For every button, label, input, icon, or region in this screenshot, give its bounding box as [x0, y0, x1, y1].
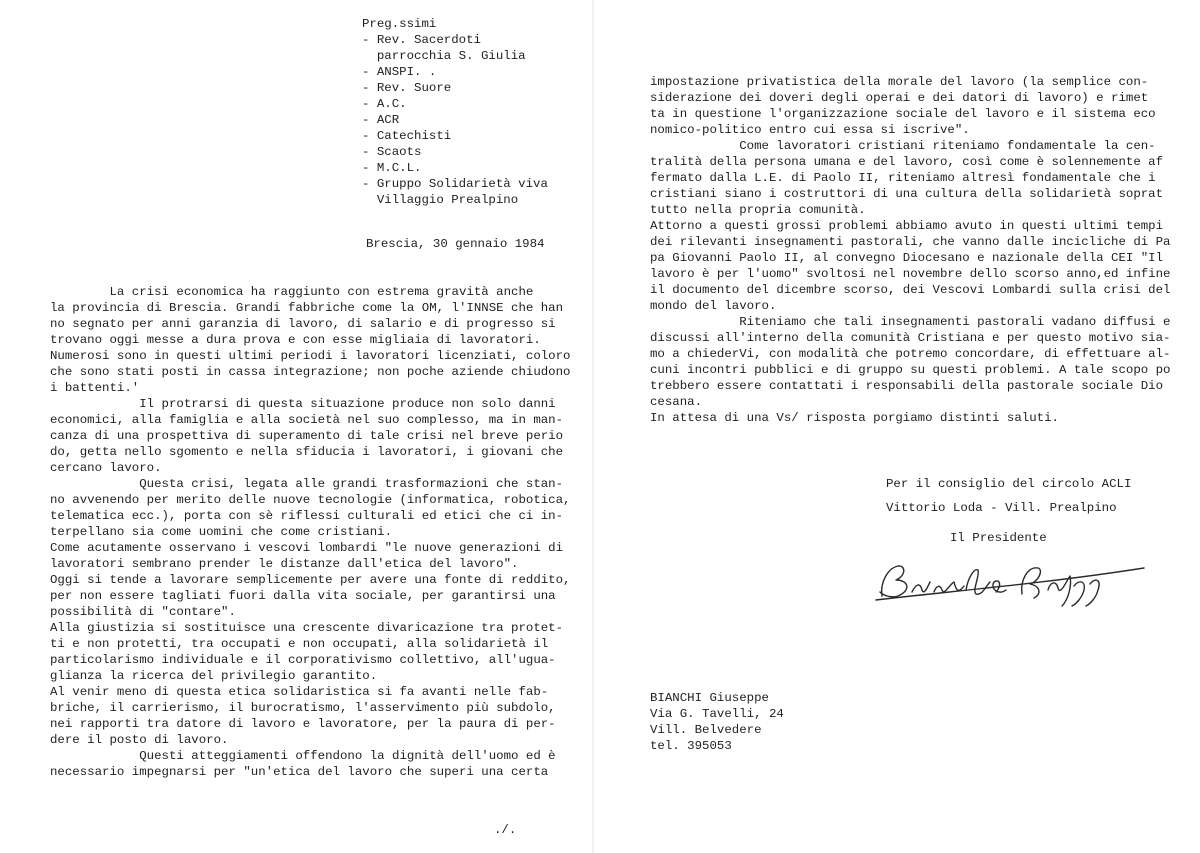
page-fold	[592, 0, 594, 853]
right-body-line: Come lavoratori cristiani riteniamo fondamentale la cen-	[650, 139, 1156, 153]
right-body-line: mondo del lavoro.	[650, 299, 777, 313]
recipient-line: - A.C.	[362, 97, 407, 111]
right-body-line: siderazione dei doveri degli operai e dei datori di lavoro) e rimet	[650, 91, 1149, 105]
left-body-line: economici, alla famiglia e alla società nel suo complesso, ma in man-	[50, 413, 564, 427]
left-body-line: nei rapporti tra datore di lavoro e lavoratore, per la paura di per-	[50, 717, 556, 731]
left-body-line: Oggi si tende a lavorare semplicemente per avere una fonte di reddito,	[50, 573, 571, 587]
closing-role: Il Presidente	[950, 531, 1047, 545]
left-body-line: cercano lavoro.	[50, 461, 162, 475]
right-body-line: trebbero essere contattati i responsabili della pastorale sociale Dio	[650, 379, 1164, 393]
recipient-line: - ACR	[362, 113, 400, 127]
right-body-line: lavoro è per l'uomo" svoltosi nel novembre dello scorso anno,ed infine	[650, 267, 1171, 281]
left-body-line: ti e non protetti, tra occupati e non occupati, alla solidarietà il	[50, 637, 549, 651]
recipient-line: - Rev. Sacerdoti	[362, 33, 481, 47]
left-body-line: glianza la ricerca del privilegio garantito.	[50, 669, 378, 683]
left-body-line: trovano oggi messe a dura prova e con esse migliaia di lavoratori.	[50, 333, 541, 347]
right-body-line: mo a chiederVi, con modalità che potremo concordare, di effettuare al-	[650, 347, 1171, 361]
left-body-line: per non essere tagliati fuori dalla vita sociale, per garantirsi una	[50, 589, 556, 603]
left-body-line: necessario impegnarsi per "un'etica del lavoro che superi una certa	[50, 765, 549, 779]
left-body-line: briche, il carrierismo, il burocratismo, l'asservimento più subdolo,	[50, 701, 556, 715]
left-body-line: Al venir meno di questa etica solidaristica si fa avanti nelle fab-	[50, 685, 549, 699]
recipient-line: - Scaots	[362, 145, 422, 159]
left-body-line: i battenti.'	[50, 381, 140, 395]
left-body-line: Questi atteggiamenti offendono la dignità dell'uomo ed è	[50, 749, 556, 763]
left-body-line: la provincia di Brescia. Grandi fabbriche come la OM, l'INNSE che han	[50, 301, 564, 315]
left-body-line: telematica ecc.), porta con sè riflessi culturali ed etici che ci in-	[50, 509, 564, 523]
right-body-line: discussi all'interno della comunità Cristiana e per questo motivo sia-	[650, 331, 1171, 345]
right-body-line: il documento del dicembre scorso, dei Vescovi Lombardi sulla crisi del	[650, 283, 1171, 297]
right-body-line: ta in questione l'organizzazione sociale del lavoro e il sistema eco	[650, 107, 1156, 121]
sender-line: Vill. Belvedere	[650, 723, 762, 737]
sender-line: tel. 395053	[650, 739, 732, 753]
right-body-line: cuni incontri pubblici e di gruppo su questi problemi. A tale scopo po	[650, 363, 1171, 377]
recipient-line: - Rev. Suore	[362, 81, 452, 95]
recipient-line: Villaggio Prealpino	[362, 193, 519, 207]
recipient-line: parrocchia S. Giulia	[362, 49, 526, 63]
left-body-line: no segnato per anni garanzia di lavoro, di salario e di progresso si	[50, 317, 556, 331]
right-body-line: tralità della persona umana e del lavoro, così come è solennemente af	[650, 155, 1164, 169]
closing-council: Per il consiglio del circolo ACLI	[886, 477, 1132, 491]
letter-date: Brescia, 30 gennaio 1984	[366, 237, 545, 251]
sender-line: Via G. Tavelli, 24	[650, 707, 784, 721]
left-body-line: dere il posto di lavoro.	[50, 733, 229, 747]
right-body-line: impostazione privatistica della morale del lavoro (la semplice con-	[650, 75, 1149, 89]
right-body-line: pa Giovanni Paolo II, al convegno Diocesano e nazionale della CEI "Il	[650, 251, 1164, 265]
left-body-line: particolarismo individuale e il corporativismo collettivo, all'ugua-	[50, 653, 556, 667]
left-body-line: lavoratori sembrano prender le distanze dall'etica del lavoro".	[50, 557, 519, 571]
left-body-line: La crisi economica ha raggiunto con estrema gravità anche	[50, 285, 534, 299]
recipients-heading: Preg.ssimi	[362, 17, 437, 31]
left-body-line: no avvenendo per merito delle nuove tecnologie (informatica, robotica,	[50, 493, 571, 507]
left-body-line: Come acutamente osservano i vescovi lombardi "le nuove generazioni di	[50, 541, 564, 555]
left-body-line: Alla giustizia si sostituisce una crescente divaricazione tra protet-	[50, 621, 564, 635]
right-body-line: cesana.	[650, 395, 703, 409]
closing-names: Vittorio Loda - Vill. Prealpino	[886, 501, 1117, 515]
recipient-line: - M.C.L.	[362, 161, 422, 175]
right-body-line: tutto nella propria comunità.	[650, 203, 866, 217]
left-body-line: Il protrarsi di questa situazione produce non solo danni	[50, 397, 556, 411]
left-body-line: Questa crisi, legata alle grandi trasformazioni che stan-	[50, 477, 564, 491]
handwritten-signature	[872, 556, 1148, 608]
sender-line: BIANCHI Giuseppe	[650, 691, 769, 705]
left-body-line: do, getta nello sgomento e nella sfiducia i lavoratori, i giovani che	[50, 445, 564, 459]
right-body-line: nomico-politico entro cui essa si iscrive".	[650, 123, 970, 137]
right-body-line: Riteniamo che tali insegnamenti pastorali vadano diffusi e	[650, 315, 1171, 329]
right-body-line: In attesa di una Vs/ risposta porgiamo distinti saluti.	[650, 411, 1059, 425]
left-body-line: possibilità di "contare".	[50, 605, 236, 619]
recipient-line: - Catechisti	[362, 129, 452, 143]
left-body-line: terpellano sia come uomini che come cristiani.	[50, 525, 393, 539]
left-body-line: canza di una prospettiva di superamento di tale crisi nel breve perio	[50, 429, 564, 443]
right-body-line: fermato dalla L.E. di Paolo II, riteniamo altresì fondamentale che i	[650, 171, 1156, 185]
recipient-line: - ANSPI. .	[362, 65, 437, 79]
right-body-line: dei rilevanti insegnamenti pastorali, che vanno dalle incicliche di Pa	[650, 235, 1171, 249]
left-body-line: Numerosi sono in questi ultimi periodi i lavoratori licenziati, coloro	[50, 349, 571, 363]
right-body-line: cristiani siano i costruttori di una cultura della solidarietà soprat	[650, 187, 1164, 201]
recipient-line: - Gruppo Solidarietà viva	[362, 177, 548, 191]
right-body-line: Attorno a questi grossi problemi abbiamo avuto in questi ultimi tempi	[650, 219, 1164, 233]
left-body-line: che sono stati posti in cassa integrazione; non poche aziende chiudono	[50, 365, 571, 379]
page-continuation-mark: ./.	[494, 823, 517, 837]
